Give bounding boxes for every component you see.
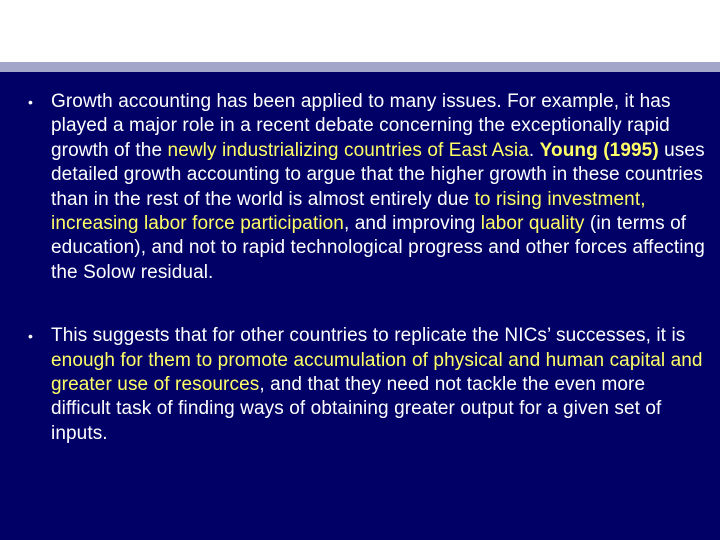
highlighted-phrase: enough for them to promote accumulation of physical and human capital and greater use of resources <box>51 349 703 396</box>
bullet-list <box>28 90 708 446</box>
bullet-text <box>51 325 703 444</box>
slide-body <box>0 72 720 540</box>
text-segment: , and improving <box>343 213 481 235</box>
text-segment: uses detailed growth accounting to argue that the higher growth in these countries than in the rest of the world is almost entirely due <box>51 139 705 210</box>
bullet-text <box>51 91 705 283</box>
bullet-marker: • <box>28 94 34 110</box>
title-area <box>0 0 720 62</box>
text-segment: , and that they need not tackle the even more difficult task of finding ways of obtaining greater output for a given set of inputs. <box>51 374 662 444</box>
text-segment: . <box>528 139 540 161</box>
bullet-item <box>28 324 708 446</box>
text-segment: This suggests that for other countries to replicate the NICs’ successes, it is <box>51 325 686 347</box>
bullet-marker: • <box>28 328 34 345</box>
text-segment: Growth accounting has been applied to many issues. For example, it has played a major role in a recent debate concerning the exceptionally rapid growth of the <box>51 91 671 161</box>
citation: Young (1995) <box>539 139 659 161</box>
highlighted-phrase: labor quality <box>480 213 585 235</box>
header-stripe <box>0 62 720 72</box>
bullet-item <box>28 90 708 285</box>
text-segment: (in terms of education), and not to rapid technological progress and other forces affecting the Solow residual. <box>51 213 705 283</box>
highlighted-phrase: newly industrializing countries of East Asia <box>167 139 529 161</box>
highlighted-phrase: to rising investment, increasing labor force participation <box>51 188 646 235</box>
